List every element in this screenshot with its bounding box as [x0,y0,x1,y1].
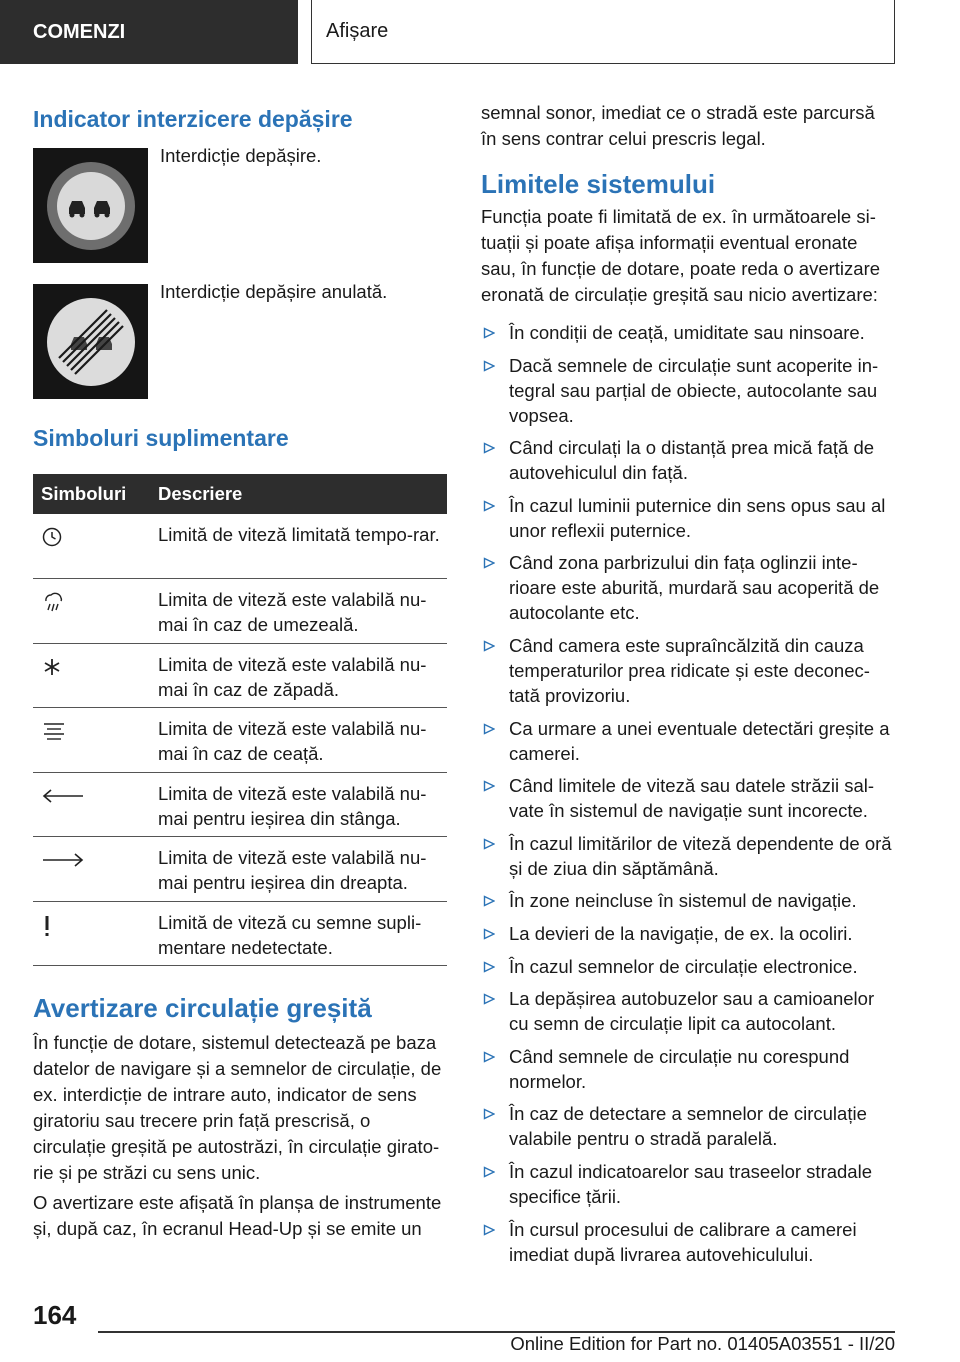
triangle-bullet-icon [483,993,495,1005]
page-number: 164 [33,1300,77,1330]
list-item-text: În zone neincluse în sistemul de navigație. [509,890,857,912]
list-item [481,353,895,428]
chapter-title: Afișare [326,20,389,42]
table-cell-description: Limita de viteză este valabilă nu-mai pentru ieșirea din dreapta. [156,837,447,902]
limits-intro: Funcția poate fi limitată de ex. în următoarele si-tuații și poate afișa informații eventual eronate sau, în funcție de dotare, poate reda o avertizare eronată de circulație greșită sau nicio avertizare: [481,206,881,305]
table-row [33,708,447,773]
section-tab [0,0,298,64]
triangle-bullet-icon [483,928,495,940]
section-title: COMENZI [33,20,126,43]
table-header-symbols: Simboluri [33,474,156,514]
list-item-text: Când camera este supraîncălzită din cauza temperaturilor prea ridicate și este deconec-tată provizoriu. [509,634,870,706]
triangle-bullet-icon [483,500,495,512]
wrong-way-continuation: semnal sonor, imediat ce o stradă este parcursă în sens contrar celui prescris legal. [481,102,875,149]
triangle-bullet-icon [483,327,495,339]
table-cell-icon [33,643,156,708]
list-item-text: Când zona parbrizului din fața oglinzii inte-rioare este aburită, murdară sau acoperită de autocolante etc. [509,552,880,624]
clock-icon [41,526,63,548]
list-item [481,493,895,543]
triangle-bullet-icon [483,961,495,973]
list-item-text: În condiții de ceață, umiditate sau ninsoare. [509,322,865,343]
limits-list [481,320,895,1267]
chapter-tab [311,0,895,64]
triangle-bullet-icon [483,640,495,652]
supplementary-title: Simboluri suplimentare [33,425,289,451]
table-cell-description: Limită de viteză cu semne supli-mentare nedetectate. [156,901,447,966]
table-cell-icon [33,514,156,579]
table-cell-icon [33,708,156,773]
table-row [33,772,447,837]
no-overtaking-end-sign-icon [33,284,148,399]
table-header-row [33,474,447,514]
no-overtaking-sign-icon [33,148,148,263]
overtaking-title: Indicator interzicere depășire [33,106,353,132]
wrong-way-paragraph-2: O avertizare este afișată în planșa de instrumente și, după caz, în ecranul Head-Up și se emite un [33,1192,442,1239]
list-item [481,954,895,979]
table-row [33,837,447,902]
rain-icon [41,591,65,613]
list-item-text: Când circulați la o distanță prea mică față de autovehiculul din față. [509,437,875,484]
triangle-bullet-icon [483,780,495,792]
edition-text: Online Edition for Part no. 01405A03551 - II/20 [510,1333,895,1354]
list-item-text: În cazul luminii puternice din sens opus sau al unor reflexii puternice. [509,494,886,541]
fog-icon [41,720,67,742]
arrow-right-icon [41,849,85,871]
list-item [481,888,895,913]
list-item-text: Dacă semnele de circulație sunt acoperite in-tegral sau parțial de obiecte, autocolante sau vopsea. [509,354,879,426]
triangle-bullet-icon [483,442,495,454]
list-item [481,716,895,766]
triangle-bullet-icon [483,1166,495,1178]
table-cell-icon [33,772,156,837]
list-item [481,633,895,708]
triangle-bullet-icon [483,1224,495,1236]
list-item [481,320,895,345]
list-item-text: În cazul limitărilor de viteză dependente de oră și de ziua din săptămână. [509,832,892,879]
triangle-bullet-icon [483,557,495,569]
list-item [481,921,895,946]
supplementary-table [33,474,447,966]
triangle-bullet-icon [483,1108,495,1120]
sign-row-no-overtaking [33,145,447,264]
list-item [481,550,895,625]
table-row [33,643,447,708]
triangle-bullet-icon [483,360,495,372]
table-cell-icon [33,901,156,966]
table-header-description: Descriere [156,474,447,514]
list-item [481,773,895,823]
list-item [481,1044,895,1094]
table-cell-description: Limita de viteză este valabilă nu-mai în caz de ceață. [156,708,447,773]
sign-row-no-overtaking-end [33,281,447,400]
arrow-left-icon [41,785,85,807]
table-cell-description: Limită de viteză limitată tempo-rar. [156,514,447,579]
list-item-text: Când semnele de circulație nu corespund normelor. [509,1045,850,1092]
list-item [481,1217,895,1267]
triangle-bullet-icon [483,895,495,907]
triangle-bullet-icon [483,1051,495,1063]
table-row [33,514,447,579]
table-cell-description: Limita de viteză este valabilă nu-mai în caz de zăpadă. [156,643,447,708]
wrong-way-paragraph-1: În funcție de dotare, sistemul detectează pe baza datelor de navigare și a semnelor de circulație, de ex. interdicție de intrare auto, indicator de sens giratoriu sau trecere prin față prescrisă, o circulație greșită pe autostrăzi, în circulație girato-rie și pe străzi cu sens unic. [33,1032,442,1183]
table-row [33,901,447,966]
list-item-text: În cazul semnelor de circulație electronice. [509,955,858,977]
sign-no-overtaking-text: Interdicție depășire. [160,145,322,166]
limits-title: Limitele sistemului [481,169,716,199]
wrong-way-title: Avertizare circulație greșită [33,993,372,1023]
list-item-text: În caz de detectare a semnelor de circulație valabile pentru o stradă paralelă. [509,1103,867,1150]
list-item [481,435,895,485]
list-item [481,831,895,881]
table-cell-description: Limita de viteză este valabilă nu-mai pentru ieșirea din stânga. [156,772,447,837]
list-item [481,986,895,1036]
right-column [481,100,895,1274]
list-item-text: În cursul procesului de calibrare a camerei imediat după livrarea autovehiculului. [509,1218,857,1265]
list-item-text: La depășirea autobuzelor sau a camioanelor cu semn de circulație lipit ca autocolant. [509,988,875,1035]
list-item-text: În cazul indicatoarelor sau traseelor stradale specifice țării. [509,1160,872,1207]
list-item-text: Când limitele de viteză sau datele străzii sal-vate în sistemul de navigație sunt incorecte. [509,775,875,822]
exclamation-icon [41,914,53,938]
table-cell-description: Limita de viteză este valabilă nu-mai în caz de umezeală. [156,579,447,644]
sign-no-overtaking-end-text: Interdicție depășire anulată. [160,281,388,302]
snowflake-icon [41,656,63,678]
list-item [481,1159,895,1209]
table-cell-icon [33,837,156,902]
table-row [33,579,447,644]
list-item-text: Ca urmare a unei eventuale detectări greșite a camerei. [509,717,890,764]
list-item-text: La devieri de la navigație, de ex. la ocoliri. [509,922,853,944]
left-column [33,100,447,1242]
list-item [481,1101,895,1151]
triangle-bullet-icon [483,723,495,735]
table-cell-icon [33,579,156,644]
triangle-bullet-icon [483,838,495,850]
